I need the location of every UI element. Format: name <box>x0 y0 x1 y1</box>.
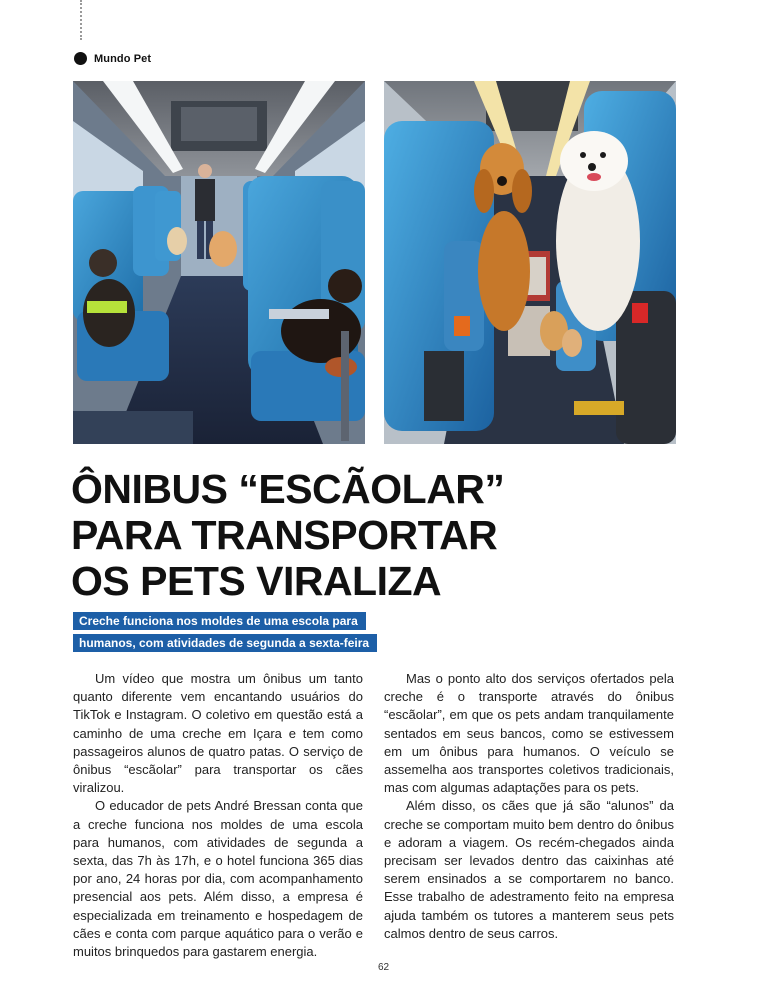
body-paragraph: O educador de pets André Bressan conta que a creche funciona nos moldes de uma escola para humanos, com atividades de segunda a sexta, das 7h às 17h, e o hotel funciona 365 dias por ano, 24 horas por dia, com acompanhamento presencial aos pets. Além disso, a empresa é especializada em treinamento e hospedagem de cães e conta com parque aquático para o verão e muitos brinquedos para gastarem energia. <box>73 798 363 960</box>
headline-line-2: PARA TRANSPORTAR <box>71 512 498 558</box>
section-tag <box>74 52 151 65</box>
photo-dogs-on-seats <box>384 81 676 444</box>
body-column-right <box>384 670 674 943</box>
body-paragraph: Além disso, os cães que já são “alunos” da creche se comportam muito bem dentro do ônibus e adoram a viagem. Os recém-chegados ainda precisam ser levados dentro das caixinhas até serem ensinados a se comportarem no banco. Esse trabalho de adestramento feito na empresa ajuda também os tutores a manterem seus pets calmos dentro de seus carros. <box>384 798 674 941</box>
photo-bus-interior <box>73 81 365 444</box>
body-paragraph: Mas o ponto alto dos serviços ofertados pela creche é o transporte através do ônibus “escãolar”, em que os pets andam tranquilamente sentados em seus bancos, como se estivessem em um ônibus para humanos. O veículo se assemelha aos transportes coletivos tradicionais, mas com algumas adaptações para os pets. <box>384 671 674 796</box>
headline-line-3: OS PETS VIRALIZA <box>71 558 442 604</box>
body-column-left <box>73 670 363 961</box>
subhead-line-2: humanos, com atividades de segunda a sexta-feira <box>73 634 377 652</box>
section-label: Mundo Pet <box>94 52 152 65</box>
headline-line-1: ÔNIBUS “ESCÃOLAR” <box>71 466 505 512</box>
article-headline <box>71 466 504 604</box>
page-number: 62 <box>377 962 390 973</box>
body-paragraph: Um vídeo que mostra um ônibus um tanto quanto diferente vem encantando usuários do TikTok e Instagram. O coletivo em questão está a caminho de uma creche em Içara e tem como passageiros alunos de quatro patas. O serviço de ônibus “escãolar” para transportar os cães viralizou. <box>73 671 363 796</box>
section-bullet-icon <box>74 52 87 65</box>
article-subhead <box>73 612 377 656</box>
subhead-line-1: Creche funciona nos moldes de uma escola para <box>73 612 366 630</box>
margin-dotted-rule <box>80 0 82 40</box>
